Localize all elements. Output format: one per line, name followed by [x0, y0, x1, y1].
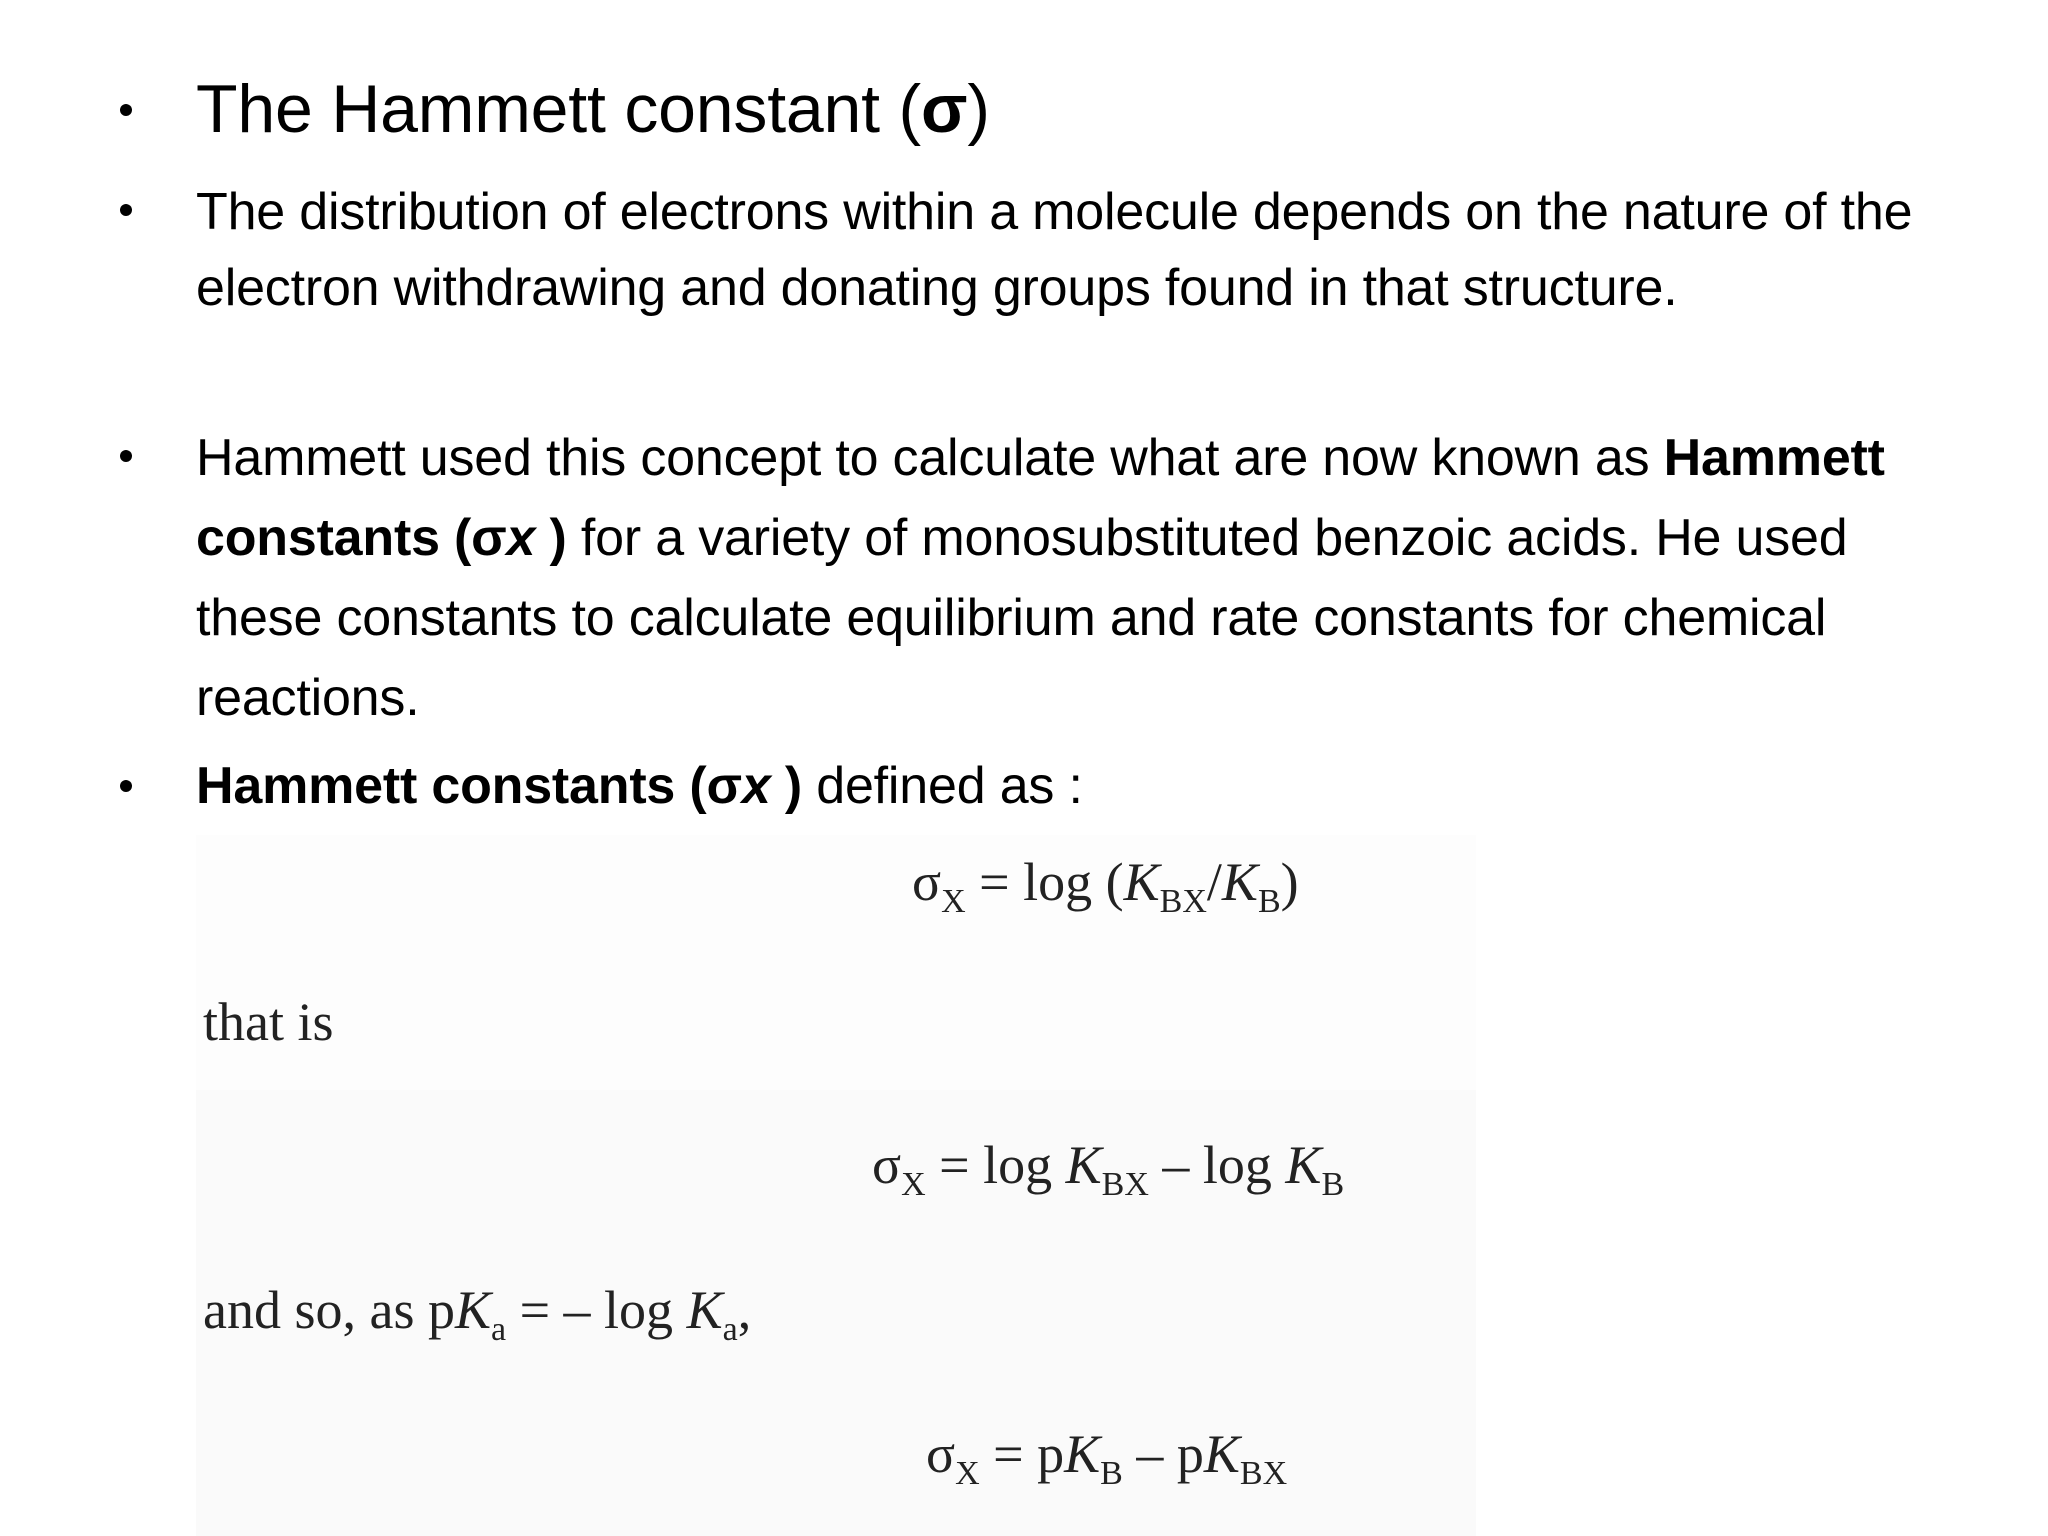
equation-2 — [872, 1135, 1344, 1215]
eq2-k: K — [1065, 1135, 1102, 1195]
bullet-dot — [120, 450, 132, 462]
eq1-slash: / — [1206, 852, 1222, 912]
equation-3 — [926, 1424, 1287, 1504]
and-so-k: K — [686, 1280, 723, 1340]
and-so-pre: and so, as p — [203, 1280, 455, 1340]
eq1-k: K — [1221, 852, 1258, 912]
bullet-2-pre: Hammett used this concept to calculate what are now known as — [196, 429, 1664, 487]
subscript: B — [1321, 1166, 1345, 1203]
sigma-symbol: σ — [912, 852, 942, 912]
subscript: X — [955, 1455, 980, 1492]
and-so-text — [203, 1280, 751, 1360]
title-prefix: The Hammett constant ( — [196, 71, 921, 147]
eq3-k: K — [1203, 1424, 1240, 1484]
sigma-symbol: σ — [872, 1135, 902, 1195]
bullet-2-post: for a variety of monosubstituted benzoic acids. He used these constants to calculate equilibrium and rate constants for chemical reactions. — [196, 509, 1848, 727]
eq3-k: K — [1064, 1424, 1101, 1484]
eq3-minus: – p — [1122, 1424, 1204, 1484]
eq1-close: ) — [1280, 852, 1299, 912]
bullet-3-bold-term: Hammett constants (σ — [196, 757, 742, 815]
subscript: BX — [1239, 1455, 1288, 1492]
bullet-1-text: The distribution of electrons within a molecule depends on the nature of the electron withdrawing and donating groups found in that structure. — [196, 183, 1913, 317]
sigma-symbol: σ — [926, 1424, 956, 1484]
eq3-middle: = p — [979, 1424, 1065, 1484]
bullet-2-text — [196, 418, 1916, 738]
bullet-3-post: defined as : — [802, 757, 1083, 815]
bullet-dot — [120, 780, 132, 792]
slide-title — [196, 64, 1916, 154]
equation-1 — [912, 852, 1299, 932]
subscript: X — [941, 883, 966, 920]
bullet-3-text — [196, 748, 1916, 824]
bullet-dot — [120, 104, 132, 116]
title-suffix: ) — [967, 71, 990, 147]
eq2-k: K — [1285, 1135, 1322, 1195]
bullet-dot — [120, 204, 132, 216]
bullet-3-bold-close: ) — [770, 757, 802, 815]
and-so-k: K — [454, 1280, 491, 1340]
bullet-2-bold-close: ) — [535, 509, 567, 567]
bullet-2-bold-term: Hammett constants (σ — [196, 429, 1885, 567]
subscript: a — [491, 1311, 507, 1348]
subscript: BX — [1159, 883, 1207, 920]
eq2-minus: – log — [1148, 1135, 1286, 1195]
and-so-end: , — [737, 1280, 752, 1340]
bullet-2-bold-var: x — [506, 509, 536, 567]
eq2-middle: = log — [925, 1135, 1066, 1195]
title-sigma-symbol: σ — [920, 71, 968, 147]
that-is-text: that is — [203, 992, 334, 1052]
and-so-mid: = – log — [506, 1280, 687, 1340]
subscript: B — [1257, 883, 1281, 920]
subscript: B — [1100, 1455, 1123, 1492]
bullet-3-bold-var: x — [741, 757, 771, 815]
subscript: BX — [1101, 1166, 1149, 1203]
subscript: X — [901, 1166, 926, 1203]
eq1-middle: = log ( — [965, 852, 1124, 912]
eq1-k: K — [1123, 852, 1160, 912]
subscript: a — [722, 1311, 738, 1348]
